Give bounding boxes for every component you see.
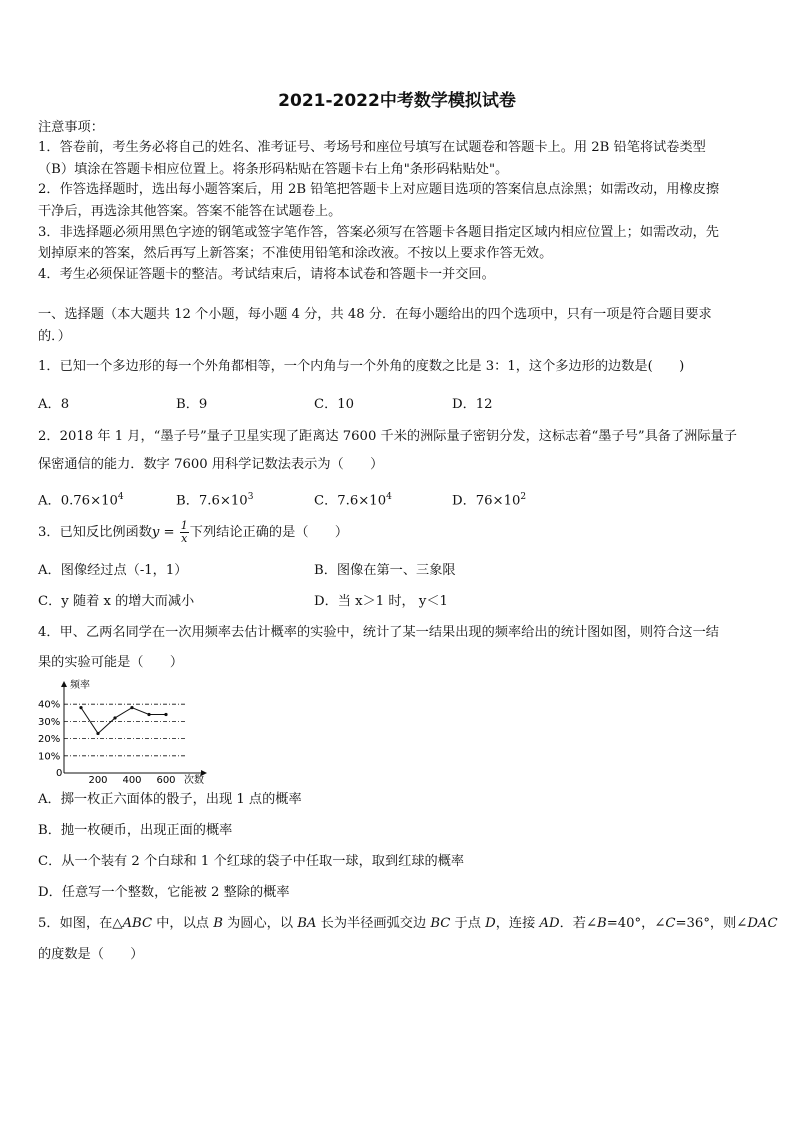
q3-fraction: $\frac{1}{x}$ <box>180 519 188 545</box>
q5-stem-line-1: 5．如图，在△ABC 中，以点 B 为圆心，以 BA 长为半径画弧交边 BC 于点 D，连接 AD．若∠B=40°，∠C=36°，则∠DAC <box>38 916 778 931</box>
q2-option-d: D．$76\times 10^2$ <box>452 492 527 509</box>
q2-option-b: B．$7.6\times 10^3$ <box>176 492 254 509</box>
ytick-label-0: 10% <box>38 751 61 763</box>
notice-line-3: 2．作答选择题时，选出每小题答案后，用 2B 铅笔把答题卡上对应题目选项的答案信息点涂黑；如需改动，用橡皮擦 <box>38 182 720 197</box>
notice-line-6: 划掉原来的答案，然后再写上新答案；不准使用铅笔和涂改液。不按以上要求作答无效。 <box>38 246 553 261</box>
data-point-2 <box>113 716 116 719</box>
ytick-label-2: 30% <box>38 716 61 728</box>
data-point-4 <box>147 713 150 716</box>
page-title: 2021-2022中考数学模拟试卷 <box>278 91 516 111</box>
q3-option-b: B．图像在第一、三象限 <box>314 563 456 578</box>
frequency-chart <box>36 678 226 788</box>
xtick-label-0: 200 <box>88 775 108 786</box>
data-point-5 <box>164 713 167 716</box>
q3-option-c: C．y 随着 x 的增大而减小 <box>38 594 195 609</box>
q4-stem-line-2: 果的实验可能是（ ） <box>38 655 184 670</box>
q4-option-b: B．抛一枚硬币，出现正面的概率 <box>38 823 233 838</box>
q4-option-a: A．掷一枚正六面体的骰子，出现 1 点的概率 <box>38 792 302 807</box>
q1-option-a: A．8 <box>38 397 70 412</box>
q5-stem-line-2: 的度数是（ ） <box>38 947 144 962</box>
ytick-label-1: 20% <box>38 734 61 746</box>
q2-option-a: A．$0.76\times 10^4$ <box>38 492 124 509</box>
data-point-0 <box>79 706 82 709</box>
y-axis-label: 频率 <box>70 680 90 691</box>
q4-stem-line-1: 4．甲、乙两名同学在一次用频率去估计概率的实验中，统计了某一结果出现的频率给出的统计图如图，则符合这一结 <box>38 625 719 640</box>
q2-option-c: C．$7.6\times 10^4$ <box>314 492 392 509</box>
notice-heading: 注意事项： <box>38 120 104 135</box>
notice-line-1: 1．答卷前，考生务必将自己的姓名、准考证号、考场号和座位号填写在试题卷和答题卡上。用 2B 铅笔将试卷类型 <box>38 140 706 155</box>
q2-stem-line-2: 保密通信的能力．数字 7600 用科学记数法表示为（ ） <box>38 457 384 472</box>
notice-line-5: 3．非选择题必须用黑色字迹的钢笔或签字笔作答，答案必须写在答题卡各题目指定区域内相应位置上；如需改动，先 <box>38 225 719 240</box>
q4-option-d: D．任意写一个整数，它能被 2 整除的概率 <box>38 885 290 900</box>
q3-option-a: A．图像经过点（-1，1） <box>38 563 188 578</box>
q1-stem: 1．已知一个多边形的每一个外角都相等，一个内角与一个外角的度数之比是 3：1，这个多边形的边数是( ) <box>38 359 685 374</box>
origin-label: 0 <box>56 768 63 779</box>
series-line <box>81 708 166 734</box>
notice-line-2: （B）填涂在答题卡相应位置上。将条形码粘贴在答题卡右上角"条形码粘贴处"。 <box>38 162 509 177</box>
q3-option-d: D．当 x＞1 时， y＜1 <box>314 594 448 609</box>
q1-option-b: B．9 <box>176 397 208 412</box>
section-heading-line-2: 的．） <box>38 329 71 344</box>
notice-line-4: 干净后，再选涂其他答案。答案不能答在试题卷上。 <box>38 204 342 219</box>
section-heading-line-1: 一、选择题（本大题共 12 个小题，每小题 4 分，共 48 分．在每小题给出的四个选项中，只有一项是符合题目要求 <box>38 307 712 322</box>
q1-option-c: C．10 <box>314 397 355 412</box>
q4-option-c: C．从一个装有 2 个白球和 1 个红球的袋子中任取一球，取到红球的概率 <box>38 854 465 869</box>
q1-option-d: D．12 <box>452 397 493 412</box>
data-point-1 <box>96 732 99 735</box>
q2-stem-line-1: 2．2018 年 1 月，“墨子号”量子卫星实现了距离达 7600 千米的洲际量子密钥分发，这标志着“墨子号”具备了洲际量子 <box>38 429 737 444</box>
data-point-3 <box>130 706 133 709</box>
x-axis-label: 次数 <box>184 775 204 786</box>
ytick-label-3: 40% <box>38 699 61 711</box>
xtick-label-1: 400 <box>122 775 142 786</box>
xtick-label-2: 600 <box>156 775 176 786</box>
q3-stem: 3．已知反比例函数y = $\frac{1}{x}$ 下列结论正确的是（ ） <box>38 519 349 545</box>
notice-line-7: 4．考生必须保证答题卡的整洁。考试结束后，请将本试卷和答题卡一并交回。 <box>38 267 495 282</box>
